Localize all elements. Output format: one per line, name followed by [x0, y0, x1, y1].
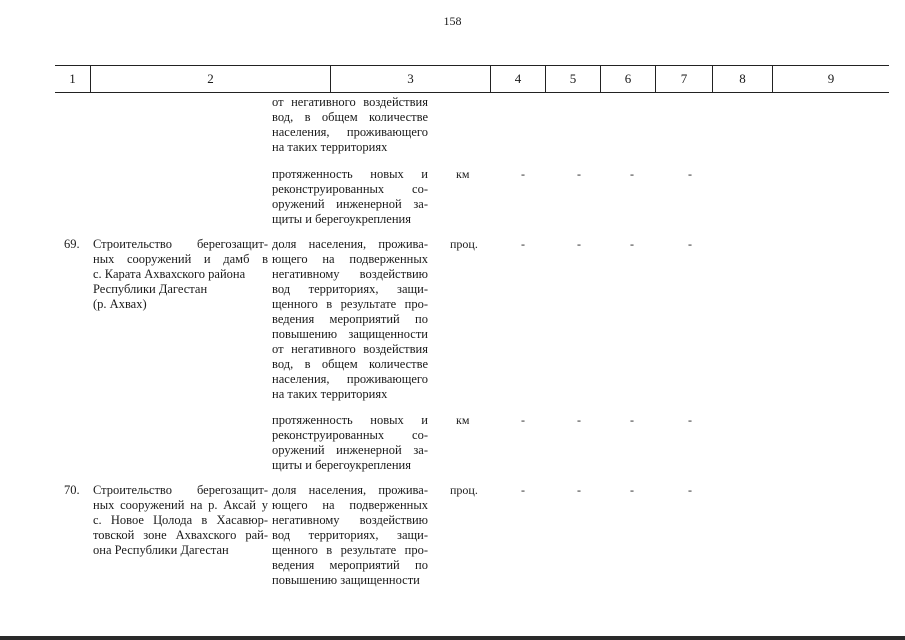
- project-name-line: ных сооружений на р. Аксай у: [93, 498, 268, 512]
- indicator-length-line: щиты и берегоукрепления: [272, 458, 411, 472]
- value-dash: -: [521, 413, 525, 427]
- project-name-line: ных сооружений и дамб в: [93, 252, 268, 266]
- value-dash: -: [688, 167, 692, 181]
- indicator-length-line: оружений инженерной за-: [272, 197, 428, 211]
- value-dash: -: [521, 167, 525, 181]
- project-name-line: (р. Ахвах): [93, 297, 147, 311]
- indicator-share-line: щенного в результате про-: [272, 543, 428, 557]
- indicator-share-line: ющего на подверженных: [272, 252, 428, 266]
- column-header-4: 4: [490, 66, 545, 92]
- indicator-share-line: доля населения, прожива-: [272, 483, 428, 497]
- value-dash: -: [577, 237, 581, 251]
- column-header-5: 5: [545, 66, 600, 92]
- indicator-share-line: от негативного воздействия: [272, 342, 428, 356]
- indicator-share-line: вод территориях, защи-: [272, 282, 428, 296]
- column-header-6: 6: [600, 66, 655, 92]
- value-dash: -: [577, 483, 581, 497]
- indicator-length-line: реконструированных со-: [272, 182, 428, 196]
- indicator-share-line: повышению защищенности: [272, 327, 428, 341]
- value-dash: -: [630, 483, 634, 497]
- indicator-share-line: вод, в общем количестве: [272, 357, 428, 371]
- column-header-2: 2: [90, 66, 330, 92]
- value-dash: -: [688, 237, 692, 251]
- project-name-line: товской зоне Ахвахского рай-: [93, 528, 268, 542]
- row-number: 69.: [64, 237, 80, 251]
- column-header-8: 8: [712, 66, 772, 92]
- indicator-share-cont-line: населения, проживающего: [272, 125, 428, 139]
- column-header-9: 9: [772, 66, 889, 92]
- indicator-share-line: щенного в результате про-: [272, 297, 428, 311]
- column-header-1: 1: [69, 71, 76, 86]
- indicator-share-line: вод территориях, защи-: [272, 528, 428, 542]
- value-dash: -: [630, 167, 634, 181]
- indicator-share-line: повышению защищенности: [272, 573, 420, 587]
- indicator-share-line: на таких территориях: [272, 387, 388, 401]
- indicator-length-line: протяженность новых и: [272, 413, 428, 427]
- page-number: 158: [443, 14, 462, 28]
- project-name-line: Республики Дагестан: [93, 282, 208, 296]
- indicator-length-line: реконструированных со-: [272, 428, 428, 442]
- scan-bottom-edge: [0, 636, 905, 640]
- unit-km: км: [456, 167, 470, 181]
- project-name-line: Строительство берегозащит-: [93, 483, 268, 497]
- project-name-line: она Республики Дагестан: [93, 543, 229, 557]
- indicator-share-line: доля населения, прожива-: [272, 237, 428, 251]
- project-name-line: Строительство берегозащит-: [93, 237, 268, 251]
- indicator-share-line: негативному воздействию: [272, 267, 428, 281]
- indicator-share-line: негативному воздействию: [272, 513, 428, 527]
- indicator-share-cont-line: на таких территориях: [272, 140, 388, 154]
- indicator-length-line: щиты и берегоукрепления: [272, 212, 411, 226]
- table-header-row: [55, 65, 889, 93]
- indicator-share-cont-line: вод, в общем количестве: [272, 110, 428, 124]
- indicator-share-line: ведения мероприятий по: [272, 558, 428, 572]
- project-name-line: с. Новое Цолода в Хасавюр-: [93, 513, 268, 527]
- unit-km: км: [456, 413, 470, 427]
- value-dash: -: [577, 167, 581, 181]
- indicator-length-line: протяженность новых и: [272, 167, 428, 181]
- indicator-length-line: оружений инженерной за-: [272, 443, 428, 457]
- value-dash: -: [521, 237, 525, 251]
- value-dash: -: [630, 237, 634, 251]
- value-dash: -: [688, 413, 692, 427]
- project-name-line: с. Карата Ахвахского района: [93, 267, 246, 281]
- indicator-share-line: ющего на подверженных: [272, 498, 428, 512]
- indicator-share-line: населения, проживающего: [272, 372, 428, 386]
- value-dash: -: [577, 413, 581, 427]
- unit-percent: проц.: [450, 483, 478, 497]
- indicator-share-line: ведения мероприятий по: [272, 312, 428, 326]
- indicator-share-cont-line: от негативного воздействия: [272, 95, 428, 109]
- column-header-3: 3: [330, 66, 490, 92]
- value-dash: -: [688, 483, 692, 497]
- value-dash: -: [630, 413, 634, 427]
- value-dash: -: [521, 483, 525, 497]
- row-number: 70.: [64, 483, 80, 497]
- column-header-7: 7: [655, 66, 712, 92]
- unit-percent: проц.: [450, 237, 478, 251]
